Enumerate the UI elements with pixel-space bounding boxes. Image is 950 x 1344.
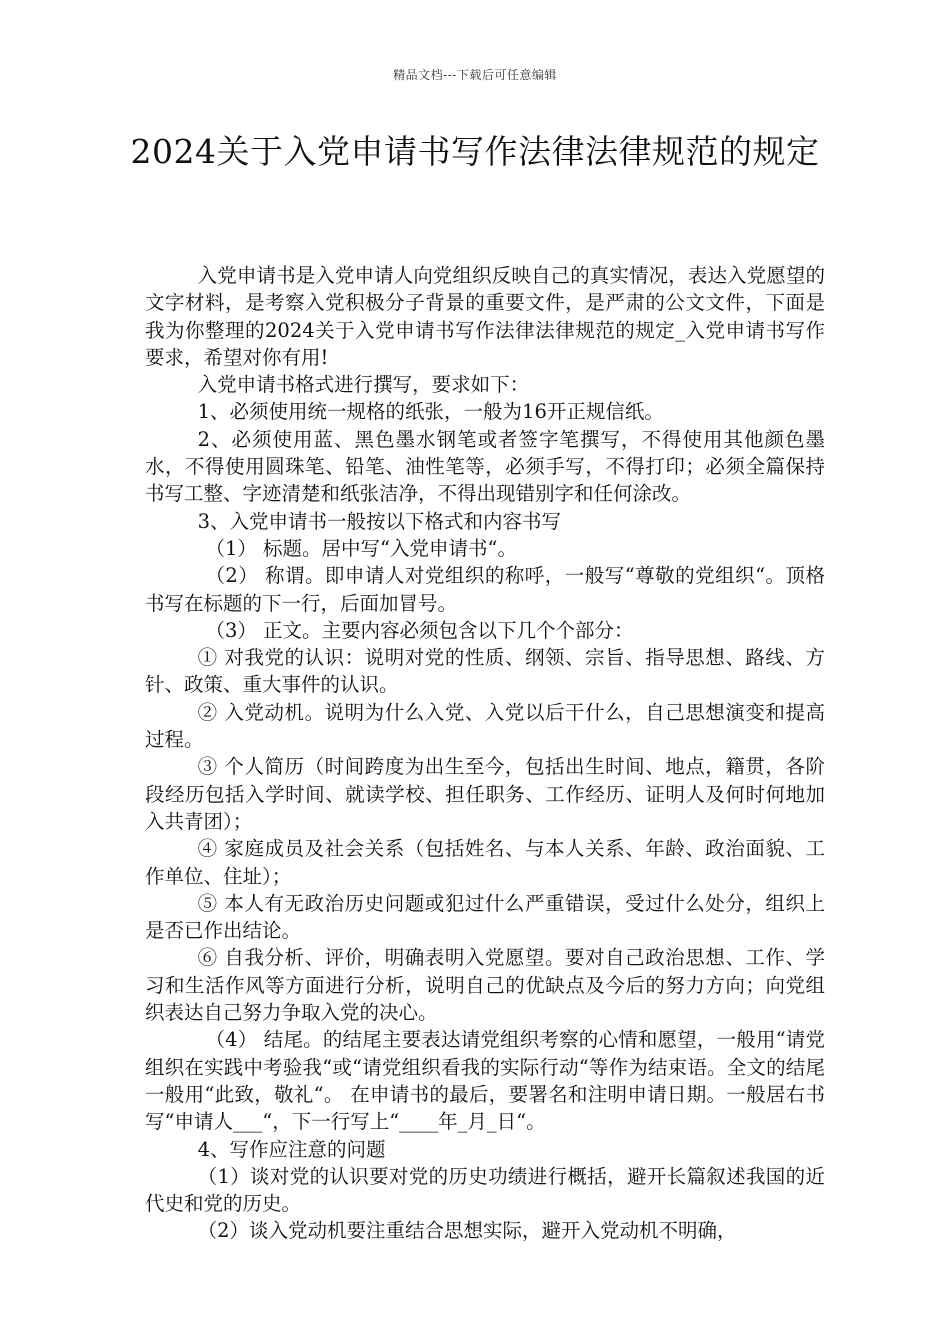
- paragraph-body-part-1: ① 对我党的认识：说明对党的性质、纲领、宗旨、指导思想、路线、方针、政策、重大事件的认识。: [145, 646, 825, 697]
- document-body: [145, 262, 825, 1245]
- paragraph-title-rule: （1） 标题。居中写“入党申请书“。: [205, 536, 517, 560]
- paragraph-body-part-6: ⑥ 自我分析、评价，明确表明入党愿望。要对自己政治思想、工作、学习和生活作风等方面进行分析，说明自己的优缺点及今后的努力方向；向党组织表达自己努力争取入党的决心。: [145, 946, 825, 1025]
- paragraph-item-4: 4、写作应注意的问题: [197, 1137, 386, 1161]
- document-title: 2024关于入党申请书写作法律法律规范的规定: [130, 132, 820, 171]
- paragraph-item-1: 1、必须使用统一规格的纸张，一般为16开正规信纸。: [197, 400, 664, 424]
- paragraph-salutation-rule: （2） 称谓。即申请人对党组织的称呼，一般写“尊敬的党组织“。顶格书写在标题的下一行，后面加冒号。: [145, 564, 825, 615]
- paragraph-note-2: （2）谈入党动机要注重结合思想实际，避开入党动机不明确，: [197, 1219, 737, 1243]
- page-header: 精品文档---下载后可任意编辑: [393, 68, 557, 82]
- paragraph-body-part-3: ③ 个人简历（时间跨度为出生至今，包括出生时间、地点，籍贯，各阶段经历包括入学时间、就读学校、担任职务、工作经历、证明人及何时何地加入共青团）；: [145, 755, 825, 833]
- paragraph-body-part-5: ⑤ 本人有无政治历史问题或犯过什么严重错误，受过什么处分，组织上是否已作出结论。: [145, 891, 825, 943]
- paragraph-ending-rule: （4） 结尾。的结尾主要表达请党组织考察的心情和愿望，一般用“请党组织在实践中考验我“或“请党组织看我的实际行动“等作为结束语。全文的结尾一般用“此致，敬礼“。 在申请书的最后，要署名和注明申请日期。一般居右书写“申请人___“，下一行写上“____年_月_日“。: [145, 1028, 825, 1134]
- paragraph-body-part-4: ④ 家庭成员及社会关系（包括姓名、与本人关系、年龄、政治面貌、工作单位、住址）；: [145, 837, 825, 888]
- paragraph-item-3: 3、入党申请书一般按以下格式和内容书写: [197, 509, 562, 533]
- paragraph-body-rule: （3） 正文。主要内容必须包含以下几个个部分：: [205, 618, 634, 642]
- paragraph-note-1: （1）谈对党的认识要对党的历史功绩进行概括，避开长篇叙述我国的近代史和党的历史。: [145, 1164, 825, 1216]
- paragraph-item-2: 2、必须使用蓝、黑色墨水钢笔或者签字笔撰写，不得使用其他颜色墨水，不得使用圆珠笔、铅笔、油性笔等，必须手写，不得打印；必须全篇保持书写工整、字迹清楚和纸张洁净，不得出现错别字和任何涂改。: [145, 427, 825, 506]
- paragraph-format: 入党申请书格式进行撰写，要求如下：: [197, 373, 530, 397]
- paragraph-intro: 入党申请书是入党申请人向党组织反映自己的真实情况，表达入党愿望的文字材料，是考察入党积极分子背景的重要文件，是严肃的公文文件，下面是我为你整理的2024关于入党申请书写作法律法律规范的规定_入党申请书写作要求，希望对你有用!: [145, 264, 825, 369]
- paragraph-body-part-2: ② 入党动机。说明为什么入党、入党以后干什么，自己思想演变和提高过程。: [145, 700, 825, 752]
